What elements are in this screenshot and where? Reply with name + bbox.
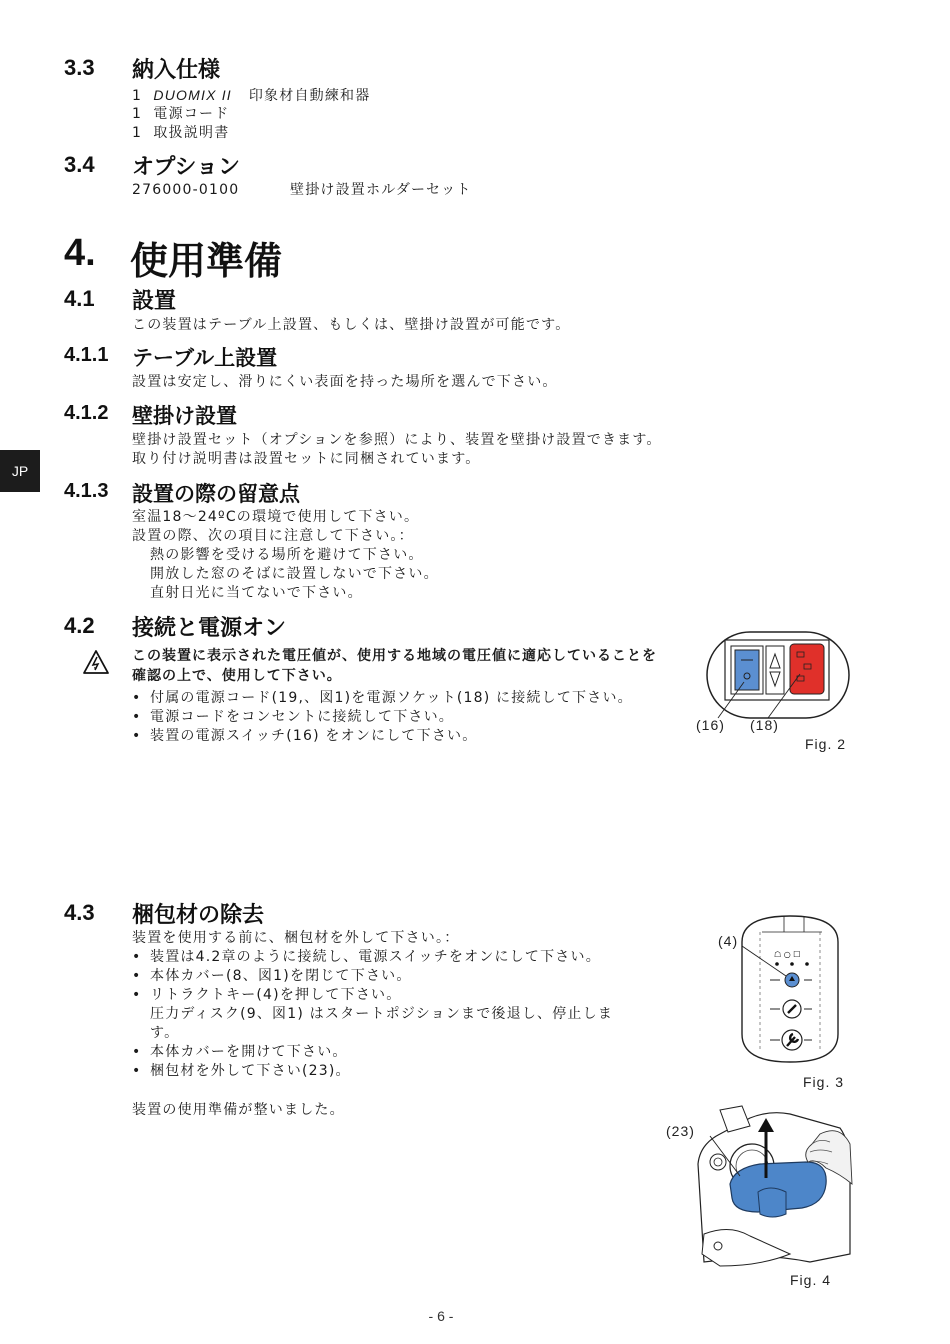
section-4-1-3-text: 室温18～24ºCの環境で使用して下さい。 設置の際、次の項目に注意して下さい。： 熱の影響を受ける場所を避けて下さい。 開放した窓のそばに設置しないで下さい。 直射日光に当てないで下さい。 <box>132 509 439 601</box>
delivery-item: 1 DUOMIX II 印象材自動練和器 <box>132 87 371 104</box>
section-3-3-list <box>132 86 370 143</box>
ready-text: 装置の使用準備が整いました。 <box>132 1102 345 1118</box>
svg-text:☖ ○ ☐: ☖ ○ ☐ <box>774 950 801 959</box>
callout-23: (23) <box>666 1123 695 1139</box>
figure-3-label: Fig. 3 <box>803 1074 845 1090</box>
step-item: • 梱包材を外して下さい(23)。 <box>132 1062 613 1081</box>
section-4-2-steps <box>132 689 633 746</box>
caution-item: 熱の影響を受ける場所を避けて下さい。 <box>150 547 424 563</box>
step-item: • 電源コードをコンセントに接続して下さい。 <box>132 708 633 727</box>
option-part-number: 276000-0100 <box>132 182 240 198</box>
step-item: • 装置は4.2章のように接続し、電源スイッチをオンにして下さい。 <box>132 948 613 967</box>
step-item: • 付属の電源コード(19,、図1)を電源ソケット(18) に接続して下さい。 <box>132 689 633 708</box>
section-3-3-number: 3.3 <box>64 55 95 80</box>
section-4-1-number: 4.1 <box>64 286 95 311</box>
page-number: - 6 - <box>428 1308 454 1324</box>
section-4-1-2-title: 壁掛け設置 <box>132 404 237 428</box>
section-4-2-title: 接続と電源オン <box>132 616 287 641</box>
caution-item: 直射日光に当てないで下さい。 <box>150 585 363 601</box>
callout-4: (4) <box>718 933 739 949</box>
section-4-1-2-number: 4.1.2 <box>64 402 109 424</box>
chapter-4-number: 4. <box>64 232 96 274</box>
figure-4-label: Fig. 4 <box>790 1272 832 1288</box>
section-4-3-title: 梱包材の除去 <box>132 903 265 928</box>
section-4-1-3-title: 設置の際の留意点 <box>132 482 300 506</box>
caution-item: 開放した窓のそばに設置しないで下さい。 <box>150 566 439 582</box>
step-item: • 装置の電源スイッチ(16) をオンにして下さい。 <box>132 727 633 746</box>
delivery-item: 1 電源コード <box>132 106 230 122</box>
section-4-1-text: この装置はテーブル上設置、もしくは、壁掛け設置が可能です。 <box>132 317 571 333</box>
chapter-4-title: 使用準備 <box>130 239 283 283</box>
section-4-1-2-text: 壁掛け設置セット（オプションを参照）により、装置を壁掛け設置できます。 取り付け説明書は設置セットに同梱されています。 <box>132 432 662 467</box>
figure-4-packing-removal <box>690 1104 856 1270</box>
section-4-1-1-text: 設置は安定し、滑りにくい表面を持った場所を選んで下さい。 <box>132 374 558 390</box>
section-4-2-number: 4.2 <box>64 613 95 638</box>
section-3-3-title: 納入仕様 <box>132 58 221 83</box>
delivery-item: 1 取扱説明書 <box>132 125 230 141</box>
step-item: • リトラクトキー(4)を押して下さい。 <box>132 986 613 1005</box>
callout-18: (18) <box>750 717 779 733</box>
figure-2-label: Fig. 2 <box>805 736 847 752</box>
step-item: • 本体カバー(8、図1)を閉じて下さい。 <box>132 967 613 986</box>
callout-16: (16) <box>696 717 725 733</box>
section-4-1-1-number: 4.1.1 <box>64 344 109 366</box>
option-part-text: 壁掛け設置ホルダーセット <box>290 182 472 198</box>
voltage-warning-text: この装置に表示された電圧値が、使用する地域の電圧値に適応していることを 確認の上で、使用して下さい。 <box>132 648 657 684</box>
language-tab-jp[interactable]: JP <box>0 450 40 492</box>
step-item: • 本体カバーを開けて下さい。 <box>132 1043 613 1062</box>
section-3-4-number: 3.4 <box>64 152 95 177</box>
section-4-3-steps: 装置を使用する前に、梱包材を外して下さい。： • 装置は4.2章のように接続し、電源スイッチをオンにして下さい。 • 本体カバー(8、図1)を閉じて下さい。 • リトラクトキー(4)を押して下さい。 圧力ディスク(9、図1) はスタートポジションまで後退し、停止しま す。 • 本体カバーを開けて下さい。 • 梱包材を外して下さい(23)。 <box>132 929 613 1081</box>
section-4-3-number: 4.3 <box>64 900 95 925</box>
section-4-1-3-number: 4.1.3 <box>64 480 109 502</box>
high-voltage-warning-icon <box>82 649 110 675</box>
section-3-4-title: オプション <box>132 155 241 180</box>
section-4-1-1-title: テーブル上設置 <box>132 346 278 370</box>
section-4-1-title: 設置 <box>132 289 177 314</box>
